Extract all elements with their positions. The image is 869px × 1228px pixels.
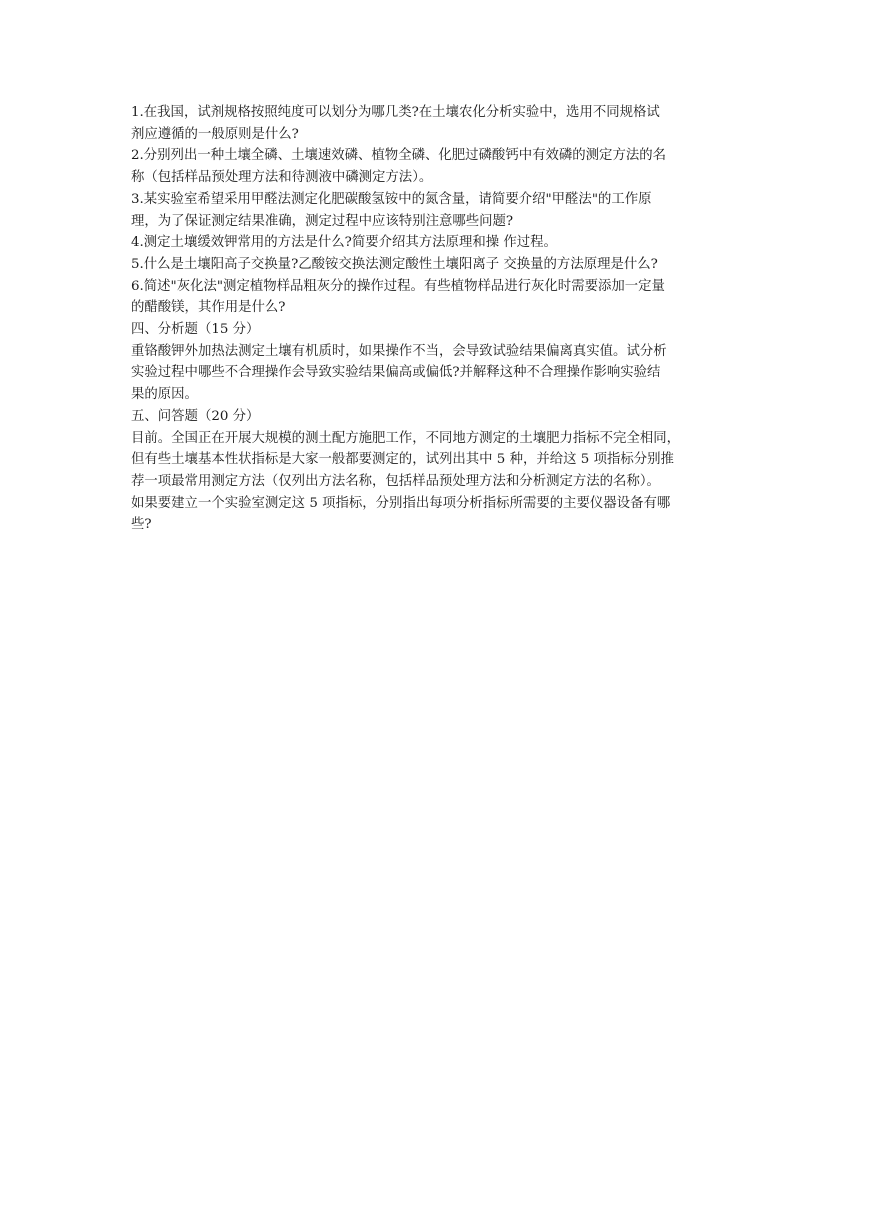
essay-question-line-5: 些? — [131, 517, 152, 533]
analysis-question-line-2: 实验过程中哪些不合理操作会导致实验结果偏高或偏低?并解释这种不合理操作影响实验结 — [131, 365, 661, 381]
question-3-line-2: 理，为了保证测定结果准确，测定过程中应该特别注意哪些问题? — [131, 213, 514, 229]
question-5-line: 5.什么是土壤阳高子交换量?乙酸铵交换法测定酸性土壤阳离子 交换量的方法原理是什么? — [131, 256, 658, 272]
analysis-question-line-3: 果的原因。 — [131, 387, 198, 403]
essay-question-line-2: 但有些土壤基本性状指标是大家一般都要测定的，试列出其中 5 种，并给这 5 项指标分别推 — [131, 452, 674, 468]
question-2-line-2: 称（包括样品预处理方法和待测液中磷测定方法）。 — [131, 170, 433, 186]
analysis-question-line-1: 重铬酸钾外加热法测定土壤有机质时，如果操作不当，会导致试验结果偏离真实值。试分析 — [131, 343, 667, 359]
question-2-line-1: 2.分别列出一种土壤全磷、土壤速效磷、植物全磷、化肥过磷酸钙中有效磷的测定方法的名 — [131, 148, 667, 164]
question-1-line-1: 1.在我国，试剂规格按照纯度可以划分为哪几类?在土壤农化分析实验中，选用不同规格试 — [131, 105, 660, 120]
essay-question-line-3: 荐一项最常用测定方法（仅列出方法名称，包括样品预处理方法和分析测定方法的名称）。 — [131, 473, 660, 489]
document-page — [131, 102, 741, 536]
question-3-line-1: 3.某实验室希望采用甲醛法测定化肥碳酸氢铵中的氮含量，请简要介绍"甲醛法"的工作原 — [131, 191, 652, 207]
section-4-heading: 四、分析题（15 分） — [131, 322, 260, 338]
essay-question-line-4: 如果要建立一个实验室测定这 5 项指标，分别指出每项分析指标所需要的主要仪器设备有哪 — [131, 495, 671, 511]
question-6-line-1: 6.简述"灰化法"测定植物样品粗灰分的操作过程。有些植物样品进行灰化时需要添加一定量 — [131, 278, 665, 294]
question-1-line-2: 剂应遵循的一般原则是什么? — [131, 126, 299, 142]
section-5-heading: 五、问答题（20 分） — [131, 408, 260, 424]
question-4-line: 4.测定土壤缓效钾常用的方法是什么?简要介绍其方法原理和操 作过程。 — [131, 235, 557, 251]
essay-question-line-1: 目前。全国正在开展大规模的测土配方施肥工作，不同地方测定的土壤肥力指标不完全相同， — [131, 430, 681, 446]
question-6-line-2: 的醋酸镁，其作用是什么? — [131, 300, 286, 316]
